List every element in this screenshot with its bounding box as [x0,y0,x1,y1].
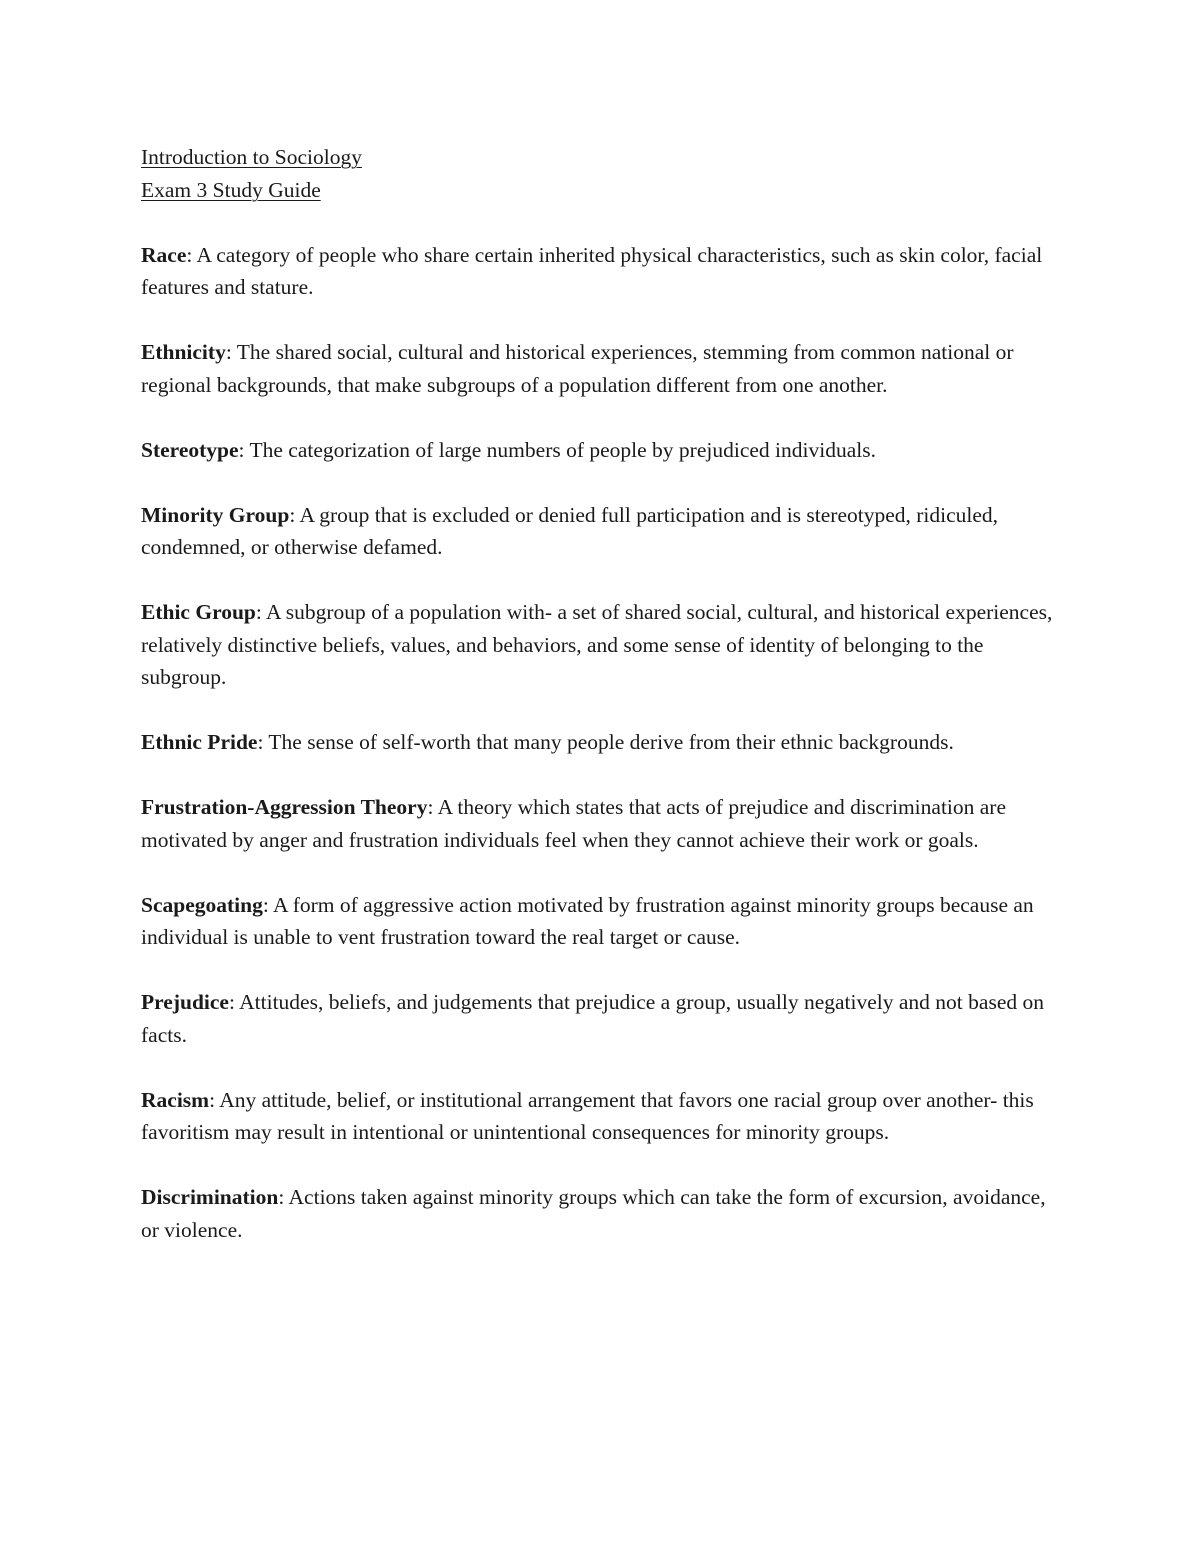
glossary-entry-frustration-aggression-theory [141,791,1061,856]
glossary-entry-prejudice [141,986,1061,1051]
term-definition: : Actions taken against minority groups which can take the form of excursion, avoidance, or violence. [141,1185,1046,1242]
glossary-entry-discrimination [141,1181,1061,1246]
term-label: Minority Group [141,502,290,527]
term-label: Prejudice [141,990,229,1014]
term-definition: : The sense of self-worth that many people derive from their ethnic backgrounds. [257,730,954,754]
term-definition: : A group that is excluded or denied full participation and is stereotyped, ridiculed, condemned, or otherwise defamed. [141,502,999,559]
term-definition: : Any attitude, belief, or institutional arrangement that favors one racial group over another- this favoritism may result in intentional or unintentional consequences for minority groups. [141,1087,1034,1144]
term-label: Scapegoating [141,892,263,917]
glossary-entry-ethnic-pride [141,726,1061,759]
glossary-entry-ethnicity [141,336,1061,401]
term-definition: : The categorization of large numbers of people by prejudiced individuals. [238,437,876,462]
study-guide-title: Exam 3 Study Guide [141,177,321,202]
glossary-entry-stereotype [141,434,1061,467]
glossary-entry-minority-group [141,499,1061,564]
term-label: Racism [141,1087,210,1112]
term-definition: : A category of people who share certain inherited physical characteristics, such as skin color, facial features and stature. [141,242,1043,299]
term-label: Ethnic Pride [141,730,258,754]
term-definition: : A theory which states that acts of prejudice and discrimination are motivated by anger and frustration individuals feel when they cannot achieve their work or goals. [141,795,1007,852]
term-label: Stereotype [141,437,239,462]
glossary-entry-ethic-group [141,596,1061,694]
course-title: Introduction to Sociology [141,145,362,169]
term-definition: : Attitudes, beliefs, and judgements that prejudice a group, usually negatively and not based on facts. [141,990,1044,1047]
term-definition: : A subgroup of a population with- a set of shared social, cultural, and historical experiences, relatively distinctive beliefs, values, and behaviors, and some sense of identity of belonging to the subgroup. [141,600,1053,689]
term-label: Discrimination [141,1185,279,1209]
document-page [141,141,1061,1279]
term-label: Frustration-Aggression Theory [141,795,428,819]
term-label: Ethnicity [141,340,226,364]
term-definition: : A form of aggressive action motivated by frustration against minority groups because an individual is unable to vent frustration toward the real target or cause. [141,892,1034,949]
term-definition: : The shared social, cultural and historical experiences, stemming from common national or regional backgrounds, that make subgroups of a population different from one another. [141,340,1014,397]
glossary-list [141,239,1061,1247]
term-label: Ethic Group [141,600,256,624]
glossary-entry-race [141,239,1061,304]
glossary-entry-racism [141,1084,1061,1149]
term-label: Race [141,242,187,267]
glossary-entry-scapegoating [141,889,1061,954]
